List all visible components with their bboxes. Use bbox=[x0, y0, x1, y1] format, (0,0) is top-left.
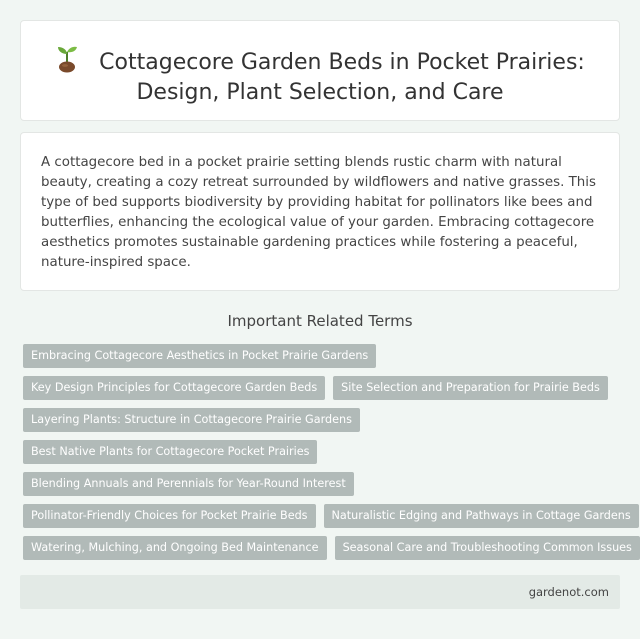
related-term-tag[interactable]: Layering Plants: Structure in Cottagecore Prairie Gardens bbox=[23, 408, 360, 432]
related-term-tag[interactable]: Pollinator-Friendly Choices for Pocket Prairie Beds bbox=[23, 504, 316, 528]
related-terms-list bbox=[23, 344, 632, 568]
related-terms-heading: Important Related Terms bbox=[227, 312, 413, 330]
tag-row bbox=[23, 408, 623, 432]
title-line-2: Design, Plant Selection, and Care bbox=[136, 80, 504, 105]
footer bbox=[20, 575, 620, 609]
intro-card bbox=[20, 132, 620, 291]
related-term-tag[interactable]: Watering, Mulching, and Ongoing Bed Maintenance bbox=[23, 536, 327, 560]
tag-row bbox=[23, 344, 623, 368]
tag-row bbox=[23, 536, 632, 560]
intro-paragraph: A cottagecore bed in a pocket prairie setting blends rustic charm with natural beauty, creating a cozy retreat surrounded by wildflowers and native grasses. This type of bed supports biodiversity by providing habitat for pollinators like bees and butterflies, enhancing the ecological value of your garden. Embracing cottagecore aesthetics promotes sustainable gardening practices while fostering a peaceful, nature-inspired space. bbox=[41, 155, 596, 270]
header-card bbox=[20, 20, 620, 121]
title-line-1: Cottagecore Garden Beds in Pocket Prairies: bbox=[99, 50, 585, 75]
related-term-tag[interactable]: Key Design Principles for Cottagecore Garden Beds bbox=[23, 376, 325, 400]
tag-row bbox=[23, 472, 623, 496]
footer-site-link[interactable]: gardenot.com bbox=[528, 585, 609, 599]
page-title bbox=[21, 45, 619, 108]
tag-row bbox=[23, 440, 623, 464]
tag-row bbox=[23, 376, 623, 400]
tag-row bbox=[23, 504, 631, 528]
related-term-tag[interactable]: Naturalistic Edging and Pathways in Cottage Gardens bbox=[324, 504, 639, 528]
related-term-tag[interactable]: Embracing Cottagecore Aesthetics in Pocket Prairie Gardens bbox=[23, 344, 376, 368]
related-term-tag[interactable]: Best Native Plants for Cottagecore Pocket Prairies bbox=[23, 440, 317, 464]
related-term-tag[interactable]: Blending Annuals and Perennials for Year-Round Interest bbox=[23, 472, 354, 496]
related-term-tag[interactable]: Seasonal Care and Troubleshooting Common Issues bbox=[335, 536, 640, 560]
related-term-tag[interactable]: Site Selection and Preparation for Prairie Beds bbox=[333, 376, 608, 400]
sprout-icon bbox=[55, 45, 79, 73]
